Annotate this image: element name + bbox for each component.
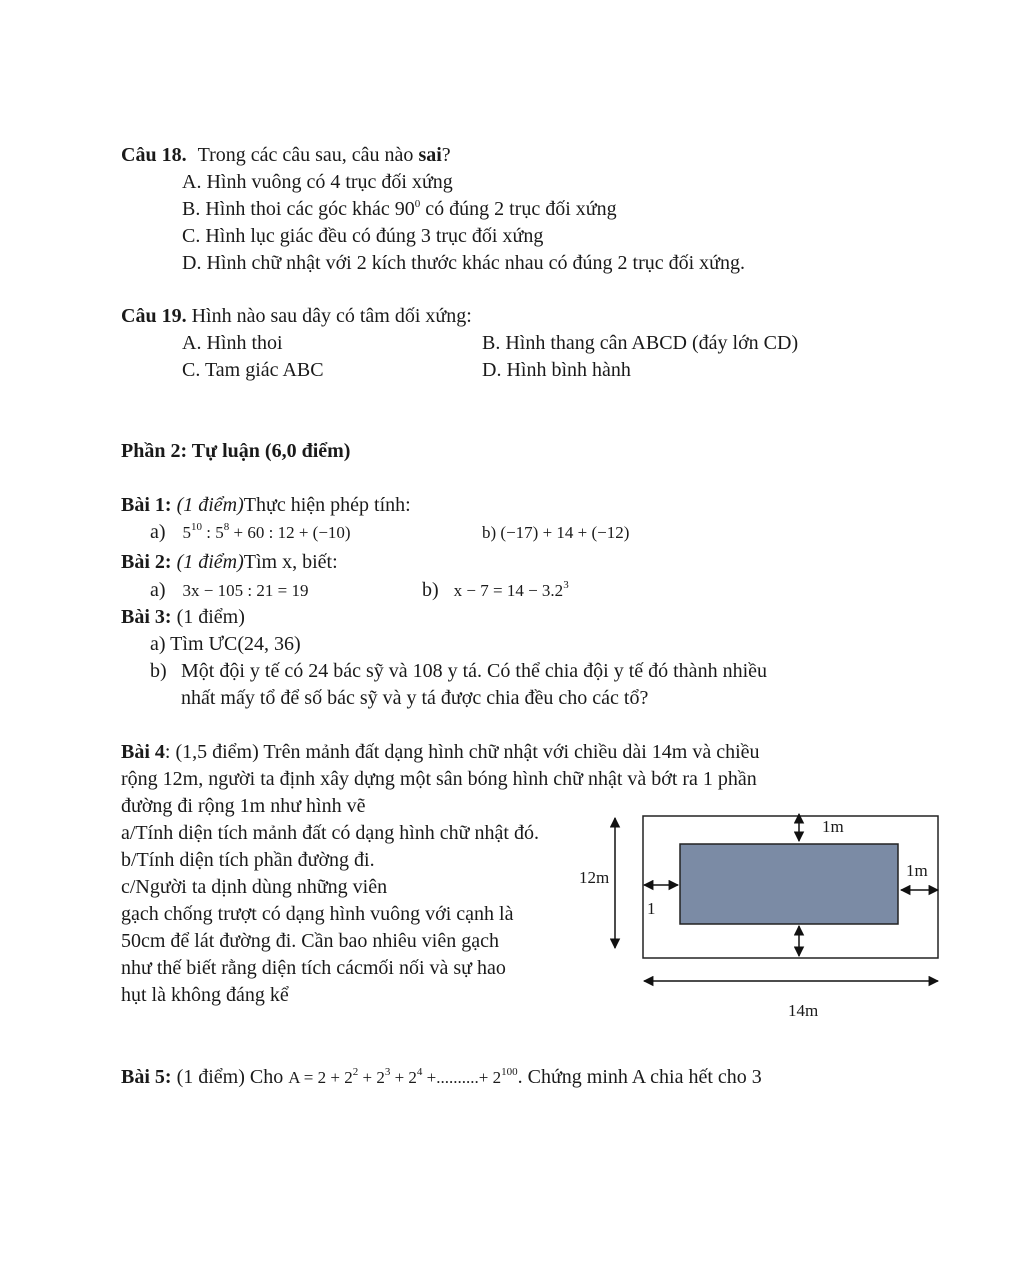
bai-1-b-expr: b) (−17) + 14 + (−12) — [482, 523, 630, 542]
bai-1-a-exp1: 10 — [191, 521, 203, 533]
bai-3-label: Bài 3: — [121, 606, 172, 628]
bai-4-line-1 — [121, 739, 760, 766]
label-left-inner: 1 — [647, 899, 656, 918]
bai-5-expr — [288, 1068, 517, 1087]
bai-5-exp-2: 2 — [352, 1066, 359, 1078]
bai-4-question-a: a/Tính diện tích mảnh đất có dạng hình chữ nhật đó. — [121, 822, 539, 844]
bai-4-question-c-4: như thế biết rằng diện tích cácmối nối và sự hao — [121, 957, 506, 979]
bai-1-a-expr — [183, 523, 351, 542]
bai-2-part-a — [150, 577, 308, 604]
bai-2-label: Bài 2: — [121, 551, 172, 573]
label-14m: 14m — [788, 1001, 819, 1020]
bai-5-term-3: + 2 — [358, 1068, 385, 1087]
bai-5-exp-3: 3 — [384, 1066, 391, 1078]
q19-option-a: A. Hình thoi — [182, 332, 283, 354]
label-12m: 12m — [579, 868, 610, 887]
bai-5-dots: +..........+ 2 — [422, 1068, 502, 1087]
q19-option-b: B. Hình thang cân ABCD (đáy lớn CD) — [482, 332, 799, 354]
bai-5-exp-4: 4 — [416, 1066, 423, 1078]
bai-3-part-b-label: b) — [150, 660, 167, 682]
bai-2-heading — [121, 549, 338, 576]
bai-1-label: Bài 1: — [121, 494, 172, 516]
bai-4-line-3: đường đi rộng 1m như hình vẽ — [121, 795, 366, 817]
bai-4-question-c-3: 50cm để lát đường đi. Cần bao nhiêu viên gạch — [121, 930, 499, 952]
question-18-text: Trong các câu sau, câu nào — [197, 144, 419, 166]
question-19-label: Câu 19. — [121, 305, 187, 327]
part-2-title-text: Phần 2: Tự luận (6,0 điểm) — [121, 440, 351, 462]
question-18-prompt — [121, 142, 451, 169]
bai-2-part-b — [422, 577, 569, 604]
bai-2-b-expr — [454, 581, 569, 600]
bai-5-points: (1 điểm) Cho — [171, 1066, 289, 1088]
bai-1-points: (1 điểm) — [171, 494, 244, 516]
question-19-prompt — [121, 303, 472, 330]
bai-3-part-b-line-2: nhất mấy tổ để số bác sỹ và y tá được chia đều cho các tổ? — [181, 687, 649, 709]
bai-2-b-exp: 3 — [563, 579, 569, 591]
bai-1-text: Thực hiện phép tính: — [243, 494, 411, 516]
bai-3-heading — [121, 604, 245, 631]
bai-1-heading — [121, 492, 411, 519]
q18-option-a: A. Hình vuông có 4 trục đối xứng — [182, 171, 453, 193]
bai-3-points: (1 điểm) — [171, 606, 245, 628]
bai-1-part-a — [150, 519, 351, 546]
bai-4-question-c-1: c/Người ta dịnh dùng những viên — [121, 876, 388, 898]
field-diagram — [570, 808, 950, 1018]
bai-4-question-c-5: hụt là không đáng kể — [121, 984, 289, 1006]
label-right-1m: 1m — [906, 861, 928, 880]
q18-option-b-sup: 0 — [414, 198, 421, 210]
q18-option-d: D. Hình chữ nhật với 2 kích thước khác nhau có đúng 2 trục đối xứng. — [182, 252, 746, 274]
q19-option-d: D. Hình bình hành — [482, 359, 631, 381]
q19-option-c: C. Tam giác ABC — [182, 359, 324, 381]
bai-2-b-base: x − 7 = 14 − 3.2 — [453, 581, 564, 600]
bai-2-b-label: b) — [422, 579, 439, 601]
bai-1-part-b — [482, 519, 629, 546]
bai-5-term-4: + 2 — [390, 1068, 417, 1087]
bai-4-line-1-text: : (1,5 điểm) Trên mảnh đất dạng hình chữ nhật với chiều dài 14m và chiều — [164, 741, 760, 763]
bai-1-a-label: a) — [150, 521, 166, 543]
bai-1-a-exp2: 8 — [223, 521, 230, 533]
bai-1-a-base: 5 — [182, 523, 192, 542]
bai-3-part-b-line-1: Một đội y tế có 24 bác sỹ và 108 y tá. Có thể chia đội y tế đó thành nhiều — [181, 660, 767, 682]
question-18-label: Câu 18. — [121, 144, 187, 166]
bai-5-expr-a: A = 2 + 2 — [288, 1068, 353, 1087]
bai-3-part-a: a) Tìm ƯC(24, 36) — [150, 633, 301, 655]
q18-option-b-tail: có đúng 2 trục đối xứng — [420, 198, 617, 220]
bai-4-label: Bài 4 — [121, 741, 165, 763]
bai-2-a-expr: 3x − 105 : 21 = 19 — [182, 581, 309, 600]
bai-1-a-rest: + 60 : 12 + (−10) — [229, 523, 351, 542]
football-field — [680, 844, 898, 924]
bai-5-line — [121, 1064, 762, 1091]
question-18-keyword: sai — [418, 144, 442, 166]
bai-5-tail: . Chứng minh A chia hết cho 3 — [517, 1066, 762, 1088]
bai-4-line-2: rộng 12m, người ta định xây dựng một sân bóng hình chữ nhật và bớt ra 1 phần — [121, 768, 757, 790]
bai-2-points: (1 điểm) — [171, 551, 244, 573]
bai-1-a-mid: : 5 — [202, 523, 224, 542]
bai-2-a-label: a) — [150, 579, 166, 601]
q18-option-b — [182, 196, 617, 223]
part-2-title — [121, 438, 350, 465]
label-top-1m: 1m — [822, 817, 844, 836]
q18-option-b-text: B. Hình thoi các góc khác 90 — [182, 198, 415, 220]
bai-4-question-c-2: gạch chống trượt có dạng hình vuông với cạnh là — [121, 903, 514, 925]
question-19-text: Hình nào sau dây có tâm dối xứng: — [186, 305, 472, 327]
bai-2-text: Tìm x, biết: — [243, 551, 338, 573]
q18-option-c: C. Hình lục giác đều có đúng 3 trục đối xứng — [182, 225, 544, 247]
bai-5-exp-100: 100 — [501, 1066, 518, 1078]
question-18-end: ? — [441, 144, 451, 166]
bai-4-question-b: b/Tính diện tích phần đường đi. — [121, 849, 375, 871]
bai-5-label: Bài 5: — [121, 1066, 172, 1088]
